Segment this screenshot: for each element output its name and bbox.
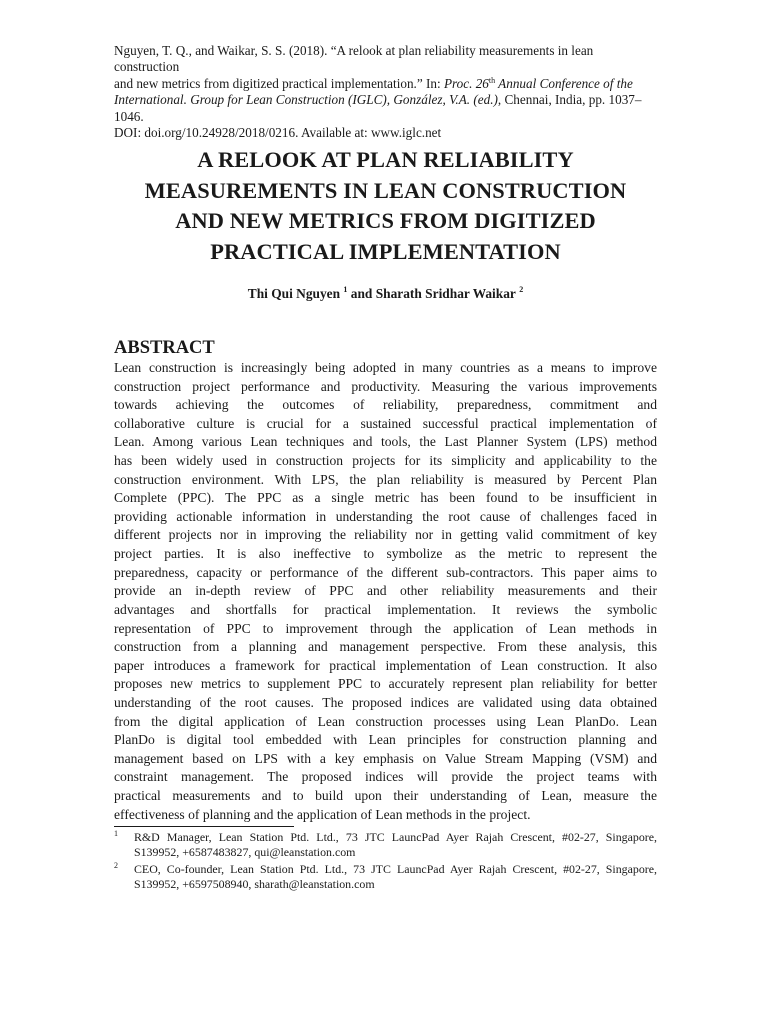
citation-line: Nguyen, T. Q., and Waikar, S. S. (2018). “A relook at plan reliability measurements in lean construction xyxy=(114,43,594,75)
footnote-mark: 2 xyxy=(114,861,118,870)
abstract-line: project parties. It is also ineffective to symbolize as the metric to represent the xyxy=(114,546,657,562)
abstract-line: different projects nor in improving the reliability nor in getting valid commitment of key xyxy=(114,527,657,543)
abstract-line: construction project performance and productivity. Measuring the various improvements xyxy=(114,378,657,394)
title-line: PRACTICAL IMPLEMENTATION xyxy=(210,238,561,264)
title-line: A RELOOK AT PLAN RELIABILITY xyxy=(197,147,574,172)
abstract-line: Complete (PPC). The PPC as a single metric has been found to be insufficient in xyxy=(114,490,657,506)
author-name: Sharath Sridhar Waikar xyxy=(375,286,516,301)
abstract-line: understanding of the root causes. The proposed indices are validated using data obtained xyxy=(114,694,657,710)
abstract-line: provide an in-depth review of PPC and other reliability measurements and their xyxy=(114,583,657,599)
footnote-mark: 1 xyxy=(114,829,118,838)
abstract-line: effectiveness of planning and the application of Lean methods in the project. xyxy=(114,806,531,822)
citation-text: and new metrics from digitized practical implementation.” In: xyxy=(114,75,444,91)
author-joiner: and xyxy=(347,286,376,301)
abstract-line: Lean. Among various Lean techniques and tools, the Last Planner System (LPS) method xyxy=(114,434,657,450)
footnote-text xyxy=(134,830,657,860)
citation-doi: DOI: doi.org/10.24928/2018/0216. Available at: www.iglc.net xyxy=(114,125,442,141)
abstract-line: Lean construction is increasingly being adopted in many countries as a means to improve xyxy=(114,360,657,375)
abstract-line: providing actionable information in understanding the root cause of challenges faced in xyxy=(114,508,657,524)
abstract-line: advantages and shortfalls for practical implementation. It reviews the symbolic xyxy=(114,601,657,617)
citation-text: , Chennai, India, pp. 1037–1046. xyxy=(114,92,642,124)
paper-page xyxy=(114,0,657,1024)
author-name: Thi Qui Nguyen xyxy=(247,286,341,301)
title-line: MEASUREMENTS IN LEAN CONSTRUCTION xyxy=(144,177,627,203)
abstract-line: has been widely used in construction projects for its simplicity and applicability to the xyxy=(114,453,657,469)
citation-superscript: th xyxy=(488,75,496,85)
abstract-line: preparedness, capacity or performance of the different sub-contractors. This paper aims to xyxy=(114,564,657,580)
citation-header xyxy=(114,43,657,141)
citation-line xyxy=(114,92,657,125)
abstract-line: paper introduces a framework for practical implementation of Lean construction. It also xyxy=(114,657,657,673)
title-line: AND NEW METRICS FROM DIGITIZED xyxy=(175,208,596,233)
abstract-line: practical measurements and to build upon their understanding of Lean, measure the xyxy=(114,788,657,804)
author-list xyxy=(114,285,657,303)
author-affiliation-mark: 1 xyxy=(343,285,348,294)
citation-journal: Annual Conference of the xyxy=(495,75,633,91)
abstract-line: management based on LPS with a key emphasis on Value Stream Mapping (VSM) and xyxy=(114,750,657,766)
citation-journal: International. Group for Lean Construction (IGLC), González, V.A. (ed.) xyxy=(114,92,498,108)
author-affiliation-mark: 2 xyxy=(519,285,524,294)
footnote-line: R&D Manager, Lean Station Ptd. Ltd., 73 JTC LauncPad Ayer Rajah Crescent, #02-27, Singapore, xyxy=(134,830,657,844)
abstract-line: construction from a planning and management perspective. From these analysis, this xyxy=(114,639,657,655)
abstract-line: towards achieving the outcomes of reliability, preparedness, commitment and xyxy=(114,397,657,413)
citation-line xyxy=(114,76,657,92)
abstract-line: collaborative culture is crucial for a sustained successful practical implementation of xyxy=(114,415,657,431)
paper-title xyxy=(114,145,657,267)
footnote-separator xyxy=(114,826,294,827)
citation-journal: Proc. 26 xyxy=(443,75,489,91)
abstract-line: construction environment. With LPS, the plan reliability is measured by Percent Plan xyxy=(114,471,657,487)
footnote-line: CEO, Co-founder, Lean Station Ptd. Ltd., 73 JTC LauncPad Ayer Rajah Crescent, #02-27, Singapore, xyxy=(134,862,657,876)
footnote-text xyxy=(134,862,657,892)
abstract-line: representation of PPC to improvement through the application of Lean methods in xyxy=(114,620,657,636)
footnote-line: S139952, +6587483827, qui@leanstation.com xyxy=(134,844,356,859)
abstract-line: proposes new metrics to supplement PPC to accurately represent plan reliability for better xyxy=(114,676,657,692)
abstract-body xyxy=(114,359,657,824)
abstract-line: from the digital application of Lean construction processes using Lean PlanDo. Lean xyxy=(114,713,657,729)
abstract-heading: ABSTRACT xyxy=(114,338,215,358)
abstract-line: constraint management. The proposed indices will provide the project teams with xyxy=(114,769,657,785)
abstract-line: PlanDo is digital tool embedded with Lean principles for construction planning and xyxy=(114,732,657,748)
footnote-line: S139952, +6597508940, sharath@leanstation.com xyxy=(134,876,375,891)
